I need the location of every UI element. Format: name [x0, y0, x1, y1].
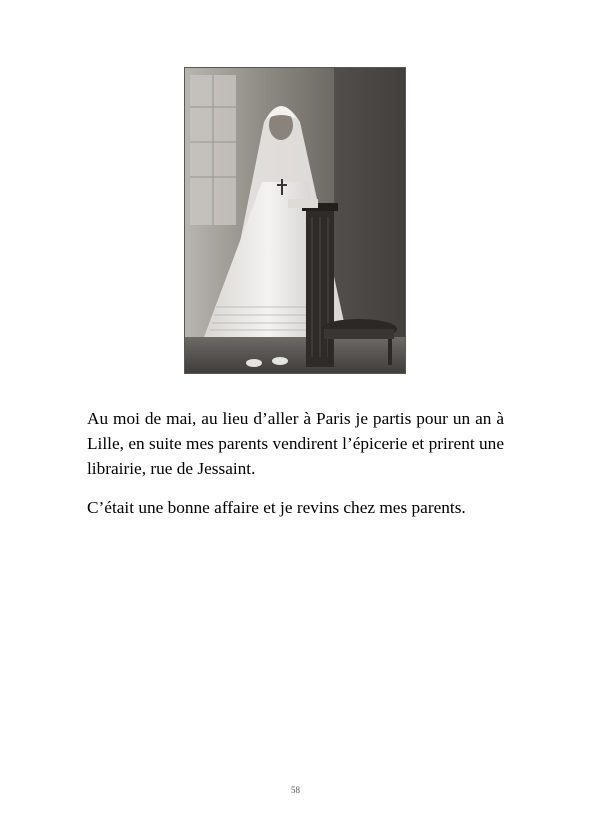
photograph-image [184, 67, 406, 374]
body-text [87, 406, 504, 534]
page-number: 58 [291, 785, 300, 795]
paragraph: Au moi de mai, au lieu d’aller à Paris je partis pour un an à Lille, en suite mes parents vendirent l’épicerie et prirent une librairie, rue de Jessaint. [87, 409, 504, 478]
paragraph: C’était une bonne affaire et je revins chez mes parents. [87, 498, 466, 517]
communion-photograph [184, 67, 406, 374]
